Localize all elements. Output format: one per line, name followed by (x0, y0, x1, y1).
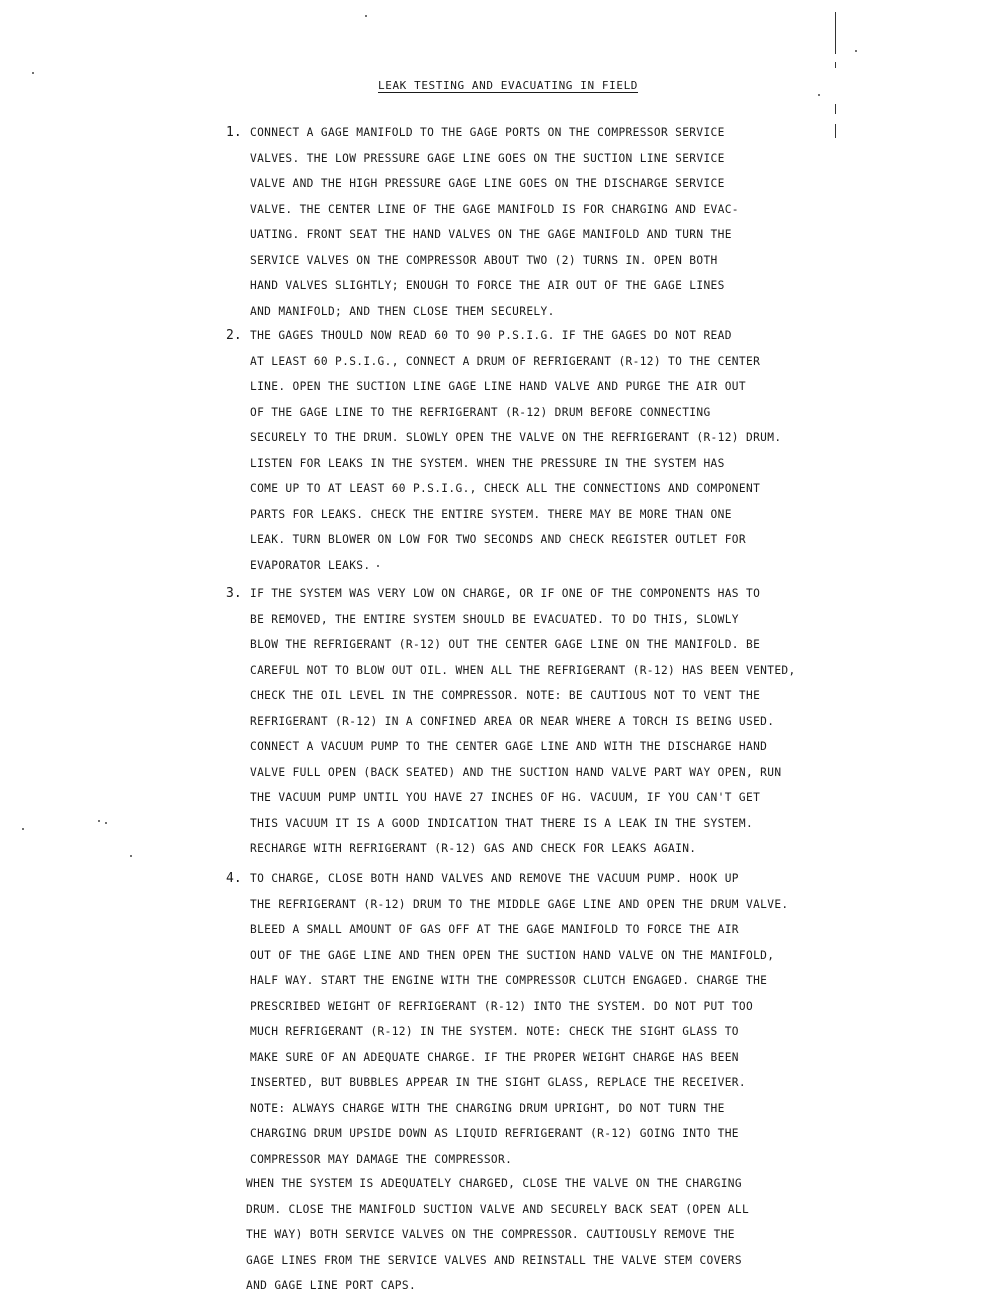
item-text (250, 120, 739, 324)
item-text (250, 323, 781, 578)
text-line: REFRIGERANT (R-12) IN A CONFINED AREA OR NEAR WHERE A TORCH IS BEING USED. (250, 714, 775, 728)
text-line: RECHARGE WITH REFRIGERANT (R-12) GAS AND CHECK FOR LEAKS AGAIN. (250, 842, 697, 855)
text-line: AND GAGE LINE PORT CAPS. (246, 1279, 417, 1292)
margin-rule (835, 62, 836, 68)
scan-speck (98, 820, 100, 822)
text-line: BLOW THE REFRIGERANT (R-12) OUT THE CENTER GAGE LINE ON THE MANIFOLD. BE (250, 638, 761, 651)
text-line: BE REMOVED, THE ENTIRE SYSTEM SHOULD BE EVACUATED. TO DO THIS, SLOWLY (250, 612, 739, 626)
text-line: MAKE SURE OF AN ADEQUATE CHARGE. IF THE PROPER WEIGHT CHARGE HAS BEEN (250, 1050, 739, 1064)
scan-speck (130, 855, 132, 857)
margin-rule (835, 12, 836, 54)
text-line: UATING. FRONT SEAT THE HAND VALVES ON THE GAGE MANIFOLD AND TURN THE (250, 228, 732, 241)
text-line: VALVE. THE CENTER LINE OF THE GAGE MANIFOLD IS FOR CHARGING AND EVAC- (250, 202, 739, 216)
text-line: THE VACUUM PUMP UNTIL YOU HAVE 27 INCHES OF HG. VACUUM, IF YOU CAN'T GET (250, 791, 761, 804)
document-title: LEAK TESTING AND EVACUATING IN FIELD (378, 79, 639, 92)
text-line: SERVICE VALVES ON THE COMPRESSOR ABOUT TWO (2) TURNS IN. OPEN BOTH (250, 253, 718, 267)
text-line: DRUM. CLOSE THE MANIFOLD SUCTION VALVE AND SECURELY BACK SEAT (OPEN ALL (246, 1202, 750, 1216)
item-number: 2. (226, 328, 242, 343)
text-line: THE GAGES THOULD NOW READ 60 TO 90 P.S.I.G. IF THE GAGES DO NOT READ (250, 329, 732, 342)
text-line: THE REFRIGERANT (R-12) DRUM TO THE MIDDLE GAGE LINE AND OPEN THE DRUM VALVE. (250, 897, 789, 911)
text-line: THE WAY) BOTH SERVICE VALVES ON THE COMPRESSOR. CAUTIOUSLY REMOVE THE (246, 1228, 735, 1241)
text-line: IF THE SYSTEM WAS VERY LOW ON CHARGE, OR IF ONE OF THE COMPONENTS HAS TO (250, 587, 761, 600)
text-line: CONNECT A GAGE MANIFOLD TO THE GAGE PORTS ON THE COMPRESSOR SERVICE (250, 126, 725, 139)
text-line: LEAK. TURN BLOWER ON LOW FOR TWO SECONDS AND CHECK REGISTER OUTLET FOR (250, 533, 746, 546)
text-line: PRESCRIBED WEIGHT OF REFRIGERANT (R-12) INTO THE SYSTEM. DO NOT PUT TOO (250, 999, 754, 1013)
scan-speck (818, 94, 820, 96)
text-line: MUCH REFRIGERANT (R-12) IN THE SYSTEM. NOTE: CHECK THE SIGHT GLASS TO (250, 1025, 739, 1038)
text-line: SECURELY TO THE DRUM. SLOWLY OPEN THE VALVE ON THE REFRIGERANT (R-12) DRUM. (250, 431, 782, 444)
text-line: COME UP TO AT LEAST 60 P.S.I.G., CHECK ALL THE CONNECTIONS AND COMPONENT (250, 482, 761, 495)
closing-paragraph (246, 1171, 749, 1299)
margin-rule (835, 124, 836, 138)
item-number: 4. (226, 871, 242, 886)
text-line: CHECK THE OIL LEVEL IN THE COMPRESSOR. NOTE: BE CAUTIOUS NOT TO VENT THE (250, 689, 761, 702)
text-line: BLEED A SMALL AMOUNT OF GAS OFF AT THE GAGE MANIFOLD TO FORCE THE AIR (250, 923, 739, 936)
text-line: INSERTED, BUT BUBBLES APPEAR IN THE SIGHT GLASS, REPLACE THE RECEIVER. (250, 1076, 746, 1089)
scan-speck (22, 828, 24, 830)
item-text (250, 866, 789, 1172)
text-line: VALVES. THE LOW PRESSURE GAGE LINE GOES ON THE SUCTION LINE SERVICE (250, 151, 725, 165)
scan-speck (105, 822, 107, 824)
text-line: OF THE GAGE LINE TO THE REFRIGERANT (R-12) DRUM BEFORE CONNECTING (250, 405, 711, 419)
text-line: VALVE FULL OPEN (BACK SEATED) AND THE SUCTION HAND VALVE PART WAY OPEN, RUN (250, 765, 782, 779)
item-number: 1. (226, 125, 242, 140)
scan-speck (855, 50, 857, 52)
text-line: COMPRESSOR MAY DAMAGE THE COMPRESSOR. (250, 1152, 513, 1166)
item-text (250, 581, 796, 862)
item-number: 3. (226, 586, 242, 601)
margin-rule (835, 104, 836, 114)
text-line: AND MANIFOLD; AND THEN CLOSE THEM SECURELY. (250, 304, 555, 318)
text-line: OUT OF THE GAGE LINE AND THEN OPEN THE SUCTION HAND VALVE ON THE MANIFOLD, (250, 948, 775, 962)
text-line: LISTEN FOR LEAKS IN THE SYSTEM. WHEN THE PRESSURE IN THE SYSTEM HAS (250, 456, 725, 470)
text-line: THIS VACUUM IT IS A GOOD INDICATION THAT THERE IS A LEAK IN THE SYSTEM. (250, 816, 754, 830)
text-line: TO CHARGE, CLOSE BOTH HAND VALVES AND REMOVE THE VACUUM PUMP. HOOK UP (250, 872, 739, 885)
scan-speck (32, 72, 34, 74)
text-line: EVAPORATOR LEAKS. (250, 558, 371, 572)
text-line: WHEN THE SYSTEM IS ADEQUATELY CHARGED, CLOSE THE VALVE ON THE CHARGING (246, 1177, 742, 1190)
text-line: HAND VALVES SLIGHTLY; ENOUGH TO FORCE THE AIR OUT OF THE GAGE LINES (250, 279, 725, 292)
text-line: LINE. OPEN THE SUCTION LINE GAGE LINE HAND VALVE AND PURGE THE AIR OUT (250, 380, 746, 393)
text-line: VALVE AND THE HIGH PRESSURE GAGE LINE GOES ON THE DISCHARGE SERVICE (250, 177, 725, 190)
text-line: NOTE: ALWAYS CHARGE WITH THE CHARGING DRUM UPRIGHT, DO NOT TURN THE (250, 1101, 725, 1115)
text-line: PARTS FOR LEAKS. CHECK THE ENTIRE SYSTEM. THERE MAY BE MORE THAN ONE (250, 507, 732, 521)
text-line: GAGE LINES FROM THE SERVICE VALVES AND REINSTALL THE VALVE STEM COVERS (246, 1253, 742, 1267)
text-line: CAREFUL NOT TO BLOW OUT OIL. WHEN ALL THE REFRIGERANT (R-12) HAS BEEN VENTED, (250, 663, 796, 677)
text-line: AT LEAST 60 P.S.I.G., CONNECT A DRUM OF REFRIGERANT (R-12) TO THE CENTER (250, 354, 761, 368)
text-line: HALF WAY. START THE ENGINE WITH THE COMPRESSOR CLUTCH ENGAGED. CHARGE THE (250, 974, 768, 987)
text-line: CONNECT A VACUUM PUMP TO THE CENTER GAGE LINE AND WITH THE DISCHARGE HAND (250, 740, 768, 753)
scan-speck (365, 15, 367, 17)
text-line: CHARGING DRUM UPSIDE DOWN AS LIQUID REFRIGERANT (R-12) GOING INTO THE (250, 1127, 739, 1140)
